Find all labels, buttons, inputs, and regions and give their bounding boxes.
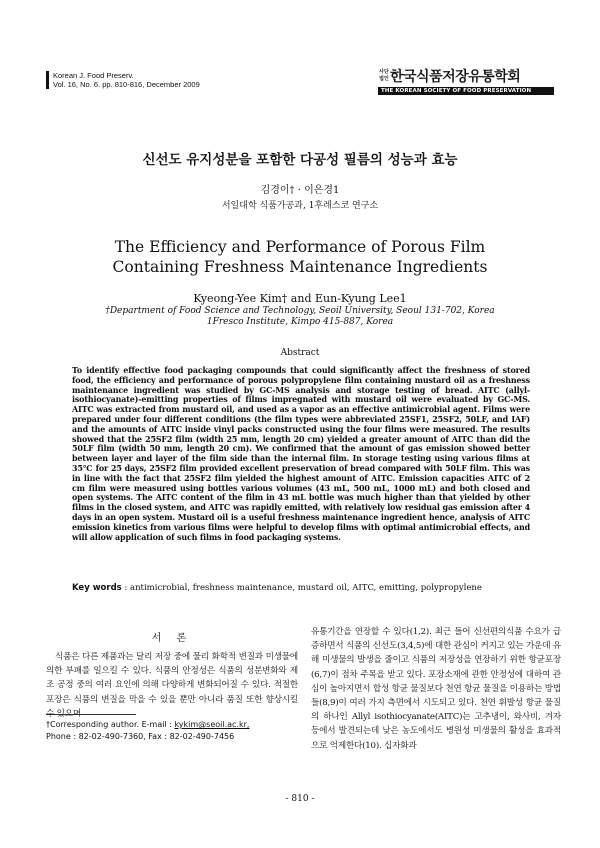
abstract-heading: Abstract (280, 348, 320, 358)
body-text-right: 유통기간을 연장할 수 있다(1,2). 최근 들어 신선편의식품 수요가 급증하면서 식품의 신선도(3,4,5)에 대한 관심이 커지고 있는 가운데 유해 미생물의 발생을 줄이고 식품의 저장성을 연장하기 위한 항균포장(6,7)이 점차 주목을 받고 있다. 포장소재에 관한 안정성에 대하여 관심이 높아지면서 합성 항균 물질보다 천연 항균 물질을 이용하는 방법들(8,9)이 여러 가지 측면에서 시도되고 있다. 천연 휘발성 항균 물질의 하나인 Allyl isothiocyanate(AITC)는 고추냉이, 와사비, 겨자 등에서 발견되는데 낮은 농도에서도 병원성 미생물의 활성을 효과적으로 억제한다(10). 십자화과 (311, 627, 561, 751)
society-logo (378, 66, 554, 95)
section-heading-introduction: 서 론 (151, 633, 193, 644)
affiliation-english-1: †Department of Food Science and Technology, Seoil University, Seoul 131-702, Korea (105, 306, 495, 316)
society-name-ko: 한국식품저장유통학회 (390, 69, 521, 85)
corresponding-author-footnote (46, 719, 249, 743)
journal-volume: Vol. 16, No. 6. pp. 810-816, December 2009 (53, 80, 200, 89)
society-name-en: THE KOREAN SOCIETY OF FOOD PRESERVATION (378, 87, 554, 95)
authors-korean: 김경이† · 이은경1 (260, 185, 340, 196)
keywords-list: : antimicrobial, freshness maintenance, mustard oil, AITC, emitting, polypropylene (124, 583, 482, 593)
page-number: - 810 - (285, 794, 315, 804)
affiliation-korean: 서일대학 식품가공과, 1후레스코 연구소 (221, 201, 379, 211)
title-english (0, 237, 600, 277)
footnote-prefix: †Corresponding author. E-mail : (46, 720, 175, 729)
authors-english: Kyeong-Yee Kim† and Eun-Kyung Lee1 (193, 292, 407, 305)
journal-name: Korean J. Food Preserv. (53, 71, 134, 80)
keywords (72, 583, 482, 593)
keywords-label: Key words (72, 583, 122, 593)
footnote-phone: Phone : 82-02-490-7360, Fax : 82-02-490-7456 (46, 732, 235, 741)
journal-citation (46, 71, 200, 89)
title-korean: 신선도 유지성분을 포함한 다공성 필름의 성능과 효능 (142, 152, 458, 168)
society-mark: 사단법인 (379, 69, 389, 82)
title-english-text: The Efficiency and Performance of Porous Film Containing Freshness Maintenance Ingredients (112, 238, 488, 276)
abstract-text: To identify effective food packaging compounds that could significantly affect the freshness of stored food, the efficiency and performance of porous polypropylene film containing mustard oil as a freshness maintenance ingredient was studied by GC-MS analysis and storage testing of bread. AITC (allyl-isothiocyanate)-emitting properties of films impregnated with mustard oil were evaluated by GC-MS. AITC was extracted from mustard oil, and used as a vapor as an effective antimicrobial agent. Films were prepared under four different conditions (the film types were abbreviated 25SF1, 25SF2, 50LF, and IAF) and the amounts of AITC inside vinyl packs constructed using the four films were measured. The results showed that the 25SF2 film (width 25 mm, length 20 cm) yielded a greater amount of AITC than did the 50LF film (width 50 mm, length 20 cm). We confirmed that the amount of gas emission showed better between layer and layer of the film side than the internal film. In storage testing using various films at 35℃ for 25 days, 25SF2 film provided excellent preservation of bread compared with 50LF film. This was in line with the fact that 25SF2 film yielded the highest amount of AITC. Emission capacities AITC of 2 cm film were measured using bottles various volumes (43 mL, 500 mL, 1000 mL) and both closed and open systems. The AITC content of the film in 43 mL bottle was much higher than that yielded by other films in the closed system, and AITC was rapidly emitted, with relatively low residual gas emission after 4 days in an open system. Mustard oil is a useful freshness maintenance ingredient hence, analysis of AITC emission kinetics from various films were helpful to develop films with optimal antimicrobial effects, and will allow application of such films in food packaging systems. (72, 366, 530, 542)
footnote-divider (46, 714, 136, 715)
body-text-left: 식품은 다른 제품과는 달리 저장 중에 물리 화학적 변질과 미생물에 의한 부패를 일으킬 수 있다. 식품의 안정성은 식품의 성분변화와 제조 공정 중의 여러 요인에 의해 다양하게 변화되어질 수 있다. 적절한 포장은 식품의 변질을 막을 수 있을 뿐만 아니라 품질 또한 향상시킬 수 있으며 (46, 652, 298, 719)
affiliation-english-2: 1Fresco Institute, Kimpo 415-887, Korea (206, 317, 394, 327)
author-email-link[interactable]: kykim@seoil.ac.kr, (174, 720, 250, 729)
affiliation-english (0, 306, 600, 328)
